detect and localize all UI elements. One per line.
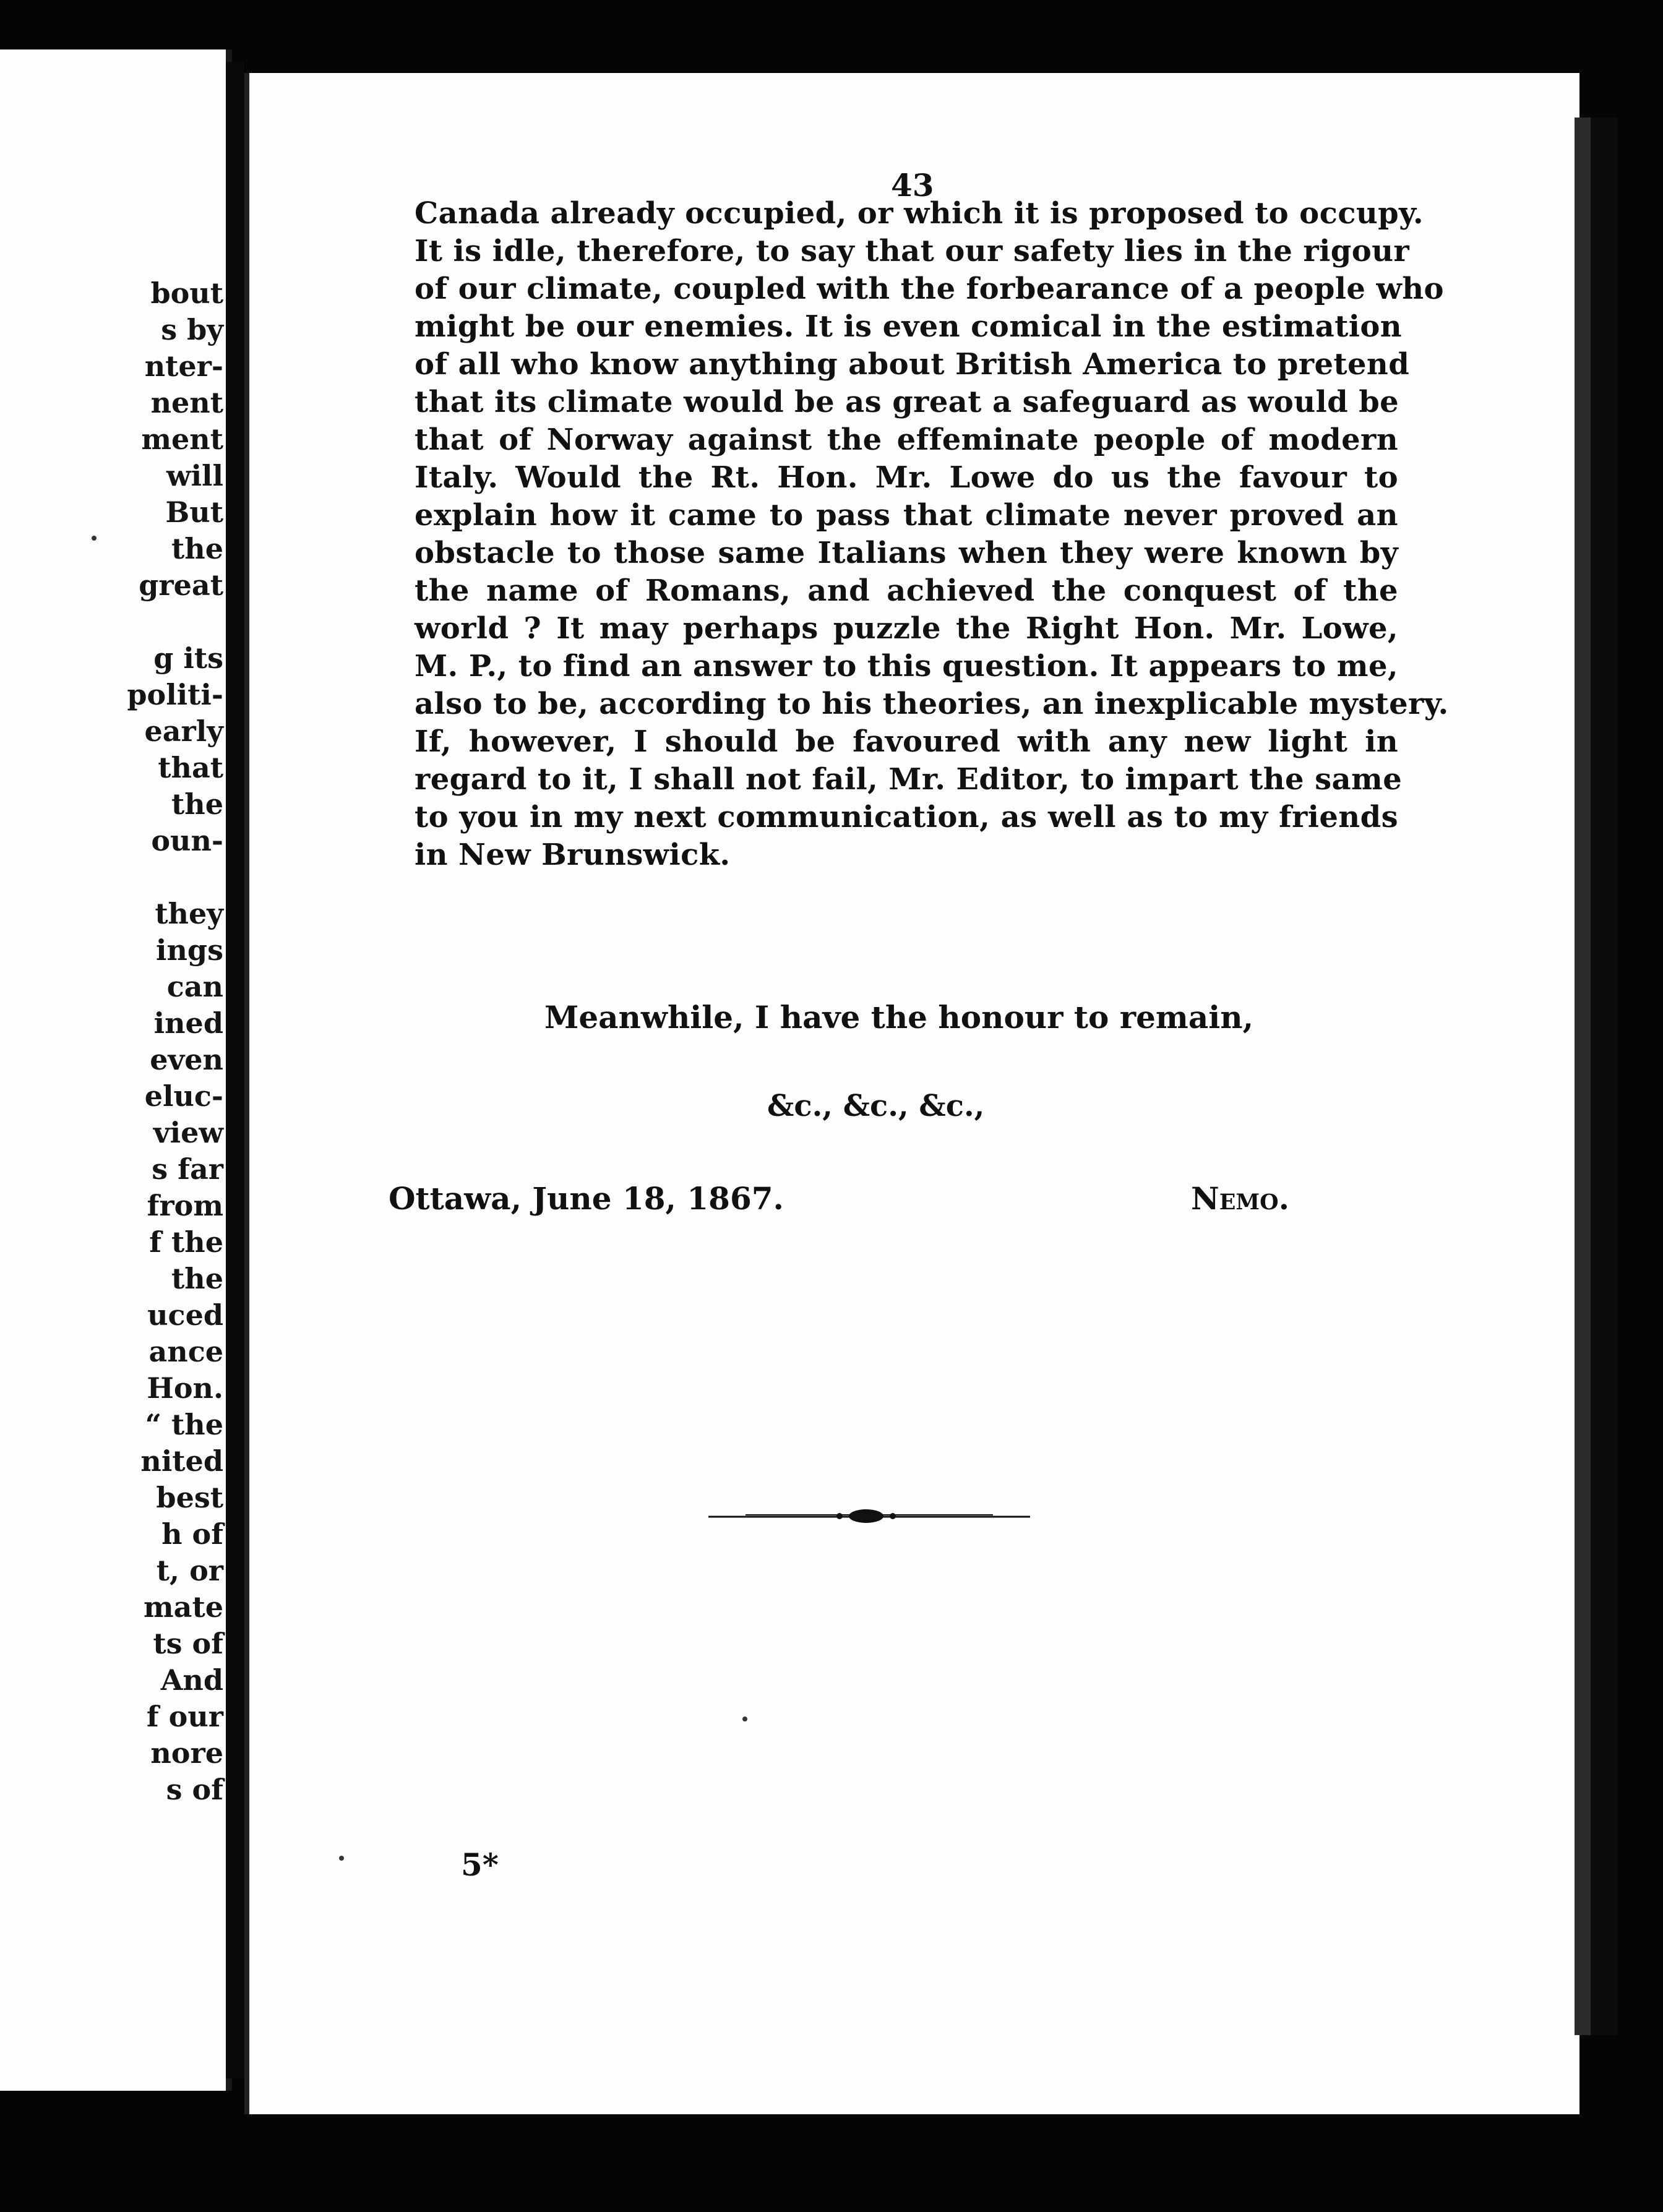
facing-page-line: And [160,1663,223,1697]
facing-page-line: f our [146,1700,223,1733]
body-line: M. P., to find an answer to this question. It appears to me, [415,649,1398,684]
facing-page-line: h of [161,1517,223,1551]
body-line: Canada already occupied, or which it is proposed to occupy. [415,196,1424,231]
body-text [415,195,1449,874]
facing-page-line: best [156,1481,223,1514]
body-line: Italy. Would the Rt. Hon. Mr. Lowe do us the favour to [415,460,1398,495]
body-line: of our climate, coupled with the forbearance of a people who [415,272,1444,306]
facing-page-line: even [150,1043,223,1076]
facing-page-line: g its [153,641,223,675]
speck [339,1856,344,1861]
facing-page-line: “ the [145,1408,223,1441]
body-line: also to be, according to his theories, an inexplicable mystery. [415,687,1449,721]
body-line: explain how it came to pass that climate never proved an [415,498,1398,533]
facing-page-line: the [171,1262,223,1295]
closing-line: Meanwhile, I have the honour to remain, [544,999,1253,1035]
ornament-divider [708,1504,1030,1529]
place-date: Ottawa, June 18, 1867. [389,1180,784,1217]
facing-page-line: will [166,459,223,492]
facing-page-line: s far [152,1152,223,1186]
facing-page-line: s by [161,313,223,346]
facing-page-line: mate [144,1590,223,1624]
facing-page-line: nited [140,1444,223,1478]
body-line: world ? It may perhaps puzzle the Right Hon. Mr. Lowe, [415,611,1398,646]
page-number: 43 [891,167,934,204]
facing-page-line: nent [150,386,223,419]
body-line: the name of Romans, and achieved the conquest of the [415,573,1398,608]
facing-page-line: t, or [156,1554,223,1587]
body-line: might be our enemies. It is even comical in the estimation [415,309,1403,344]
book-gutter [226,62,244,2078]
body-line: in New Brunswick. [415,838,731,872]
facing-page-line: the [171,787,223,821]
facing-page-line: they [155,897,223,930]
facing-page-line: ance [148,1335,223,1368]
facing-page-line: from [147,1189,223,1222]
facing-page-line: politi- [127,678,223,711]
facing-page-line: Hon. [147,1371,223,1405]
facing-page-line: nter- [144,349,223,383]
facing-page-line: can [166,970,223,1003]
body-line: It is idle, therefore, to say that our safety lies in the rigour [415,234,1410,268]
body-line: regard to it, I shall not fail, Mr. Editor, to impart the same [415,762,1403,797]
facing-page-line: early [144,714,223,748]
body-line: that its climate would be as great a safeguard as would be [415,385,1399,419]
facing-page-line: view [153,1116,223,1149]
facing-page-line: ts of [153,1627,223,1660]
facing-page-line: that [158,751,223,784]
facing-page-line: eluc- [144,1079,223,1113]
speck [92,536,97,541]
facing-page-line: ment [141,422,223,456]
body-line: to you in my next communication, as well as to my friends [415,800,1398,834]
body-line: obstacle to those same Italians when they were known by [415,536,1398,570]
body-line: that of Norway against the effeminate people of modern [415,422,1398,457]
page-edge [1575,118,1618,2035]
facing-page-line: But [165,495,223,529]
facing-page-line: oun- [151,824,223,857]
etc-line: &c., &c., &c., [767,1089,985,1123]
body-line: of all who know anything about British America to pretend [415,347,1410,382]
facing-page-line: ings [156,933,223,967]
speck [742,1717,747,1721]
facing-page [0,49,232,2091]
facing-page-line: s of [166,1773,223,1806]
facing-page-line: uced [147,1298,223,1332]
signature-mark: 5* [461,1846,499,1883]
body-line: If, however, I should be favoured with any new light in [415,724,1398,759]
facing-page-line: ined [153,1006,223,1040]
facing-page-line: great [139,568,223,602]
facing-page-line: bout [150,276,223,310]
facing-page-line: nore [150,1736,223,1770]
facing-page-line: f the [149,1225,223,1259]
signature: Nemo. [1191,1180,1290,1217]
facing-page-line: the [171,532,223,565]
